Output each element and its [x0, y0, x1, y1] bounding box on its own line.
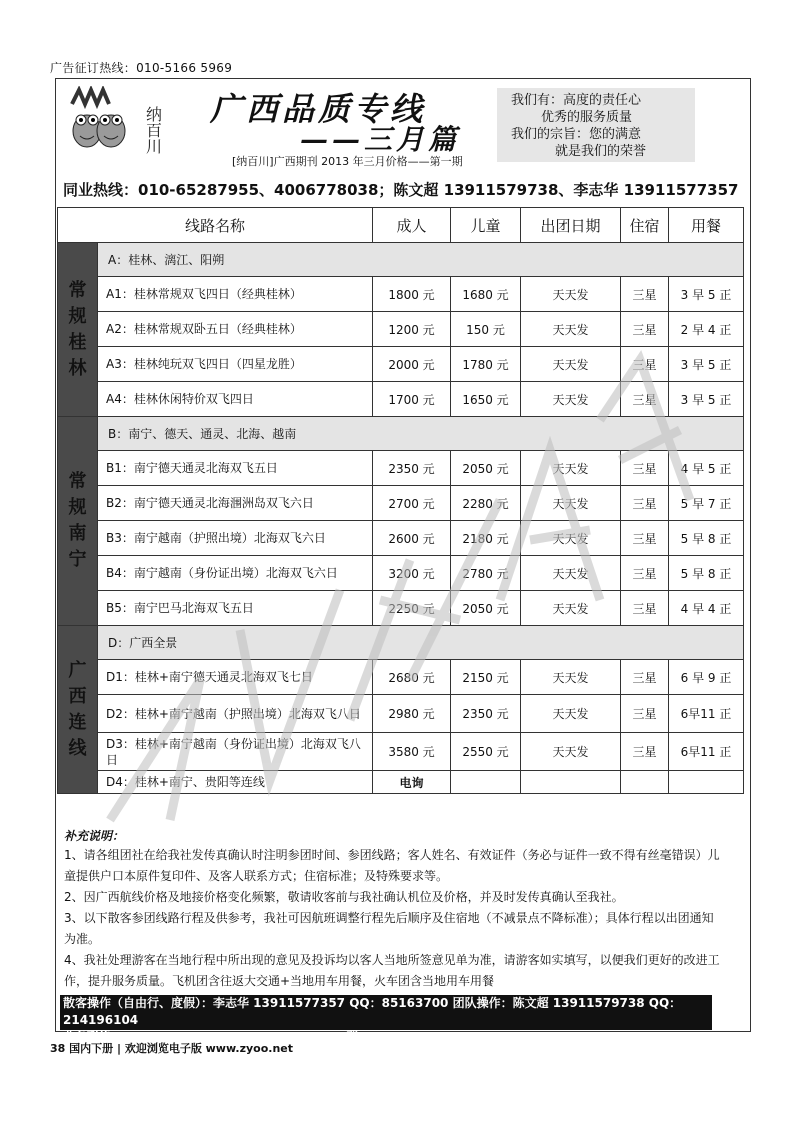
group-name: D：广西全景: [98, 626, 744, 660]
page-title: 广西品质专线: [210, 90, 427, 128]
hotel: 三星: [621, 277, 669, 312]
route-name: B5：南宁巴马北海双飞五日: [98, 591, 373, 626]
logo-image: [67, 86, 179, 156]
child-price: 2050 元: [451, 591, 521, 626]
hotel: 三星: [621, 556, 669, 591]
slogan-box: [497, 88, 695, 162]
meal: 4 早 4 正: [669, 591, 744, 626]
table-row: [58, 556, 744, 591]
table-row: [58, 312, 744, 347]
route-name: B3：南宁越南（护照出境）北海双飞六日: [98, 521, 373, 556]
hotel: 三星: [621, 660, 669, 695]
ad-hotline: 广告征订热线：010-5166 5969: [50, 61, 233, 75]
notes-title: 补充说明：: [64, 829, 125, 843]
child-price: 1650 元: [451, 382, 521, 417]
category-text: 常规南宁: [68, 471, 87, 570]
route-name: B4：南宁越南（身份证出境）北海双飞六日: [98, 556, 373, 591]
note-item: 1、请各组团社在给我社发传真确认时注明参团时间、参团线路；客人姓名、有效证件（务必与证件一致不得有丝毫错误）儿童提供户口本原件复印件、及客人联系方式；住宿标准；及特殊要求等。: [64, 848, 720, 883]
departure: 天天发: [521, 521, 621, 556]
slogan-line: 优秀的服务质量: [541, 110, 633, 125]
meal: 3 早 5 正: [669, 382, 744, 417]
table-row: [58, 277, 744, 312]
route-name: A4：桂林休闲特价双飞四日: [98, 382, 373, 417]
group-row: [58, 243, 744, 277]
meal: 5 早 7 正: [669, 486, 744, 521]
table-row: [58, 347, 744, 382]
adult-price: 2600 元: [373, 521, 451, 556]
note-item: 4、我社处理游客在当地行程中所出现的意见及投诉均以客人当地所签意见单为准，请游客如实填写，以便我们更好的改进工作，提升服务质量。飞机团含往返大交通+当地用车用餐，火车团含当地用车用餐: [64, 953, 720, 988]
meal: 6早11 正: [669, 733, 744, 771]
departure: 天天发: [521, 277, 621, 312]
adult-price: 1800 元: [373, 277, 451, 312]
hotel: 三星: [621, 521, 669, 556]
category-text: 常规桂林: [68, 279, 87, 379]
meal: 6早11 正: [669, 695, 744, 733]
meal: 3 早 5 正: [669, 277, 744, 312]
issue-info: [纳百川]广西期刊 2013 年三月价格——第一期: [232, 155, 463, 168]
slogan-line: 我们有：高度的责任心: [511, 93, 642, 108]
header-route: 线路名称: [58, 208, 373, 243]
table-row: [58, 591, 744, 626]
adult-price: 1700 元: [373, 382, 451, 417]
contact-footer: [60, 995, 712, 1044]
logo-text: 纳百川: [143, 106, 163, 154]
route-name: D3：桂林+南宁越南（身份证出境）北海双飞八日: [98, 733, 373, 771]
child-price: 1780 元: [451, 347, 521, 382]
meal: 6 早 9 正: [669, 660, 744, 695]
notes-list: [64, 845, 724, 992]
group-row: [58, 626, 744, 660]
contact-line: 业务联络：010-65287955 400-677-8038 QQ 群：65261106: [63, 1030, 438, 1044]
header-departure: 出团日期: [521, 208, 621, 243]
child-price: [451, 771, 521, 794]
table-row: [58, 382, 744, 417]
departure: [521, 771, 621, 794]
departure: 天天发: [521, 591, 621, 626]
slogan-line: 就是我们的荣誉: [555, 144, 647, 159]
hotel: 三星: [621, 451, 669, 486]
note-item: 2、因广西航线价格及地接价格变化频繁，敬请收客前与我社确认机位及价格，并及时发传真确认至我社。: [64, 890, 624, 904]
frog-mascot-icon: [72, 90, 125, 147]
child-price: 2780 元: [451, 556, 521, 591]
group-name: B：南宁、德天、通灵、北海、越南: [98, 417, 744, 451]
child-price: 2350 元: [451, 695, 521, 733]
adult-price: 3200 元: [373, 556, 451, 591]
route-name: B1：南宁德天通灵北海双飞五日: [98, 451, 373, 486]
meal: 3 早 5 正: [669, 347, 744, 382]
adult-price: 2680 元: [373, 660, 451, 695]
meal: 5 早 8 正: [669, 521, 744, 556]
child-price: 2280 元: [451, 486, 521, 521]
table-row: [58, 660, 744, 695]
group-name: A：桂林、漓江、阳朔: [98, 243, 744, 277]
hotel: [621, 771, 669, 794]
departure: 天天发: [521, 733, 621, 771]
route-name: B2：南宁德天通灵北海涠洲岛双飞六日: [98, 486, 373, 521]
slogan-line: 我们的宗旨：您的满意: [511, 127, 642, 142]
departure: 天天发: [521, 312, 621, 347]
adult-price: 3580 元: [373, 733, 451, 771]
hotel: 三星: [621, 312, 669, 347]
table-row: [58, 486, 744, 521]
header-child: 儿童: [451, 208, 521, 243]
adult-price: 2980 元: [373, 695, 451, 733]
table-row: [58, 521, 744, 556]
departure: 天天发: [521, 347, 621, 382]
adult-price: 2700 元: [373, 486, 451, 521]
category-text: 广西连线: [68, 659, 87, 759]
table-row: [58, 733, 744, 771]
departure: 天天发: [521, 382, 621, 417]
meal: 4 早 5 正: [669, 451, 744, 486]
peer-hotline: 同业热线：010-65287955、4006778038；陈文超 13911579738、李志华 13911577357: [63, 181, 739, 199]
route-name: D4：桂林+南宁、贵阳等连线: [98, 771, 373, 794]
departure: 天天发: [521, 556, 621, 591]
adult-price: 2250 元: [373, 591, 451, 626]
adult-price: 2350 元: [373, 451, 451, 486]
departure: 天天发: [521, 660, 621, 695]
hotel: 三星: [621, 347, 669, 382]
adult-price: 1200 元: [373, 312, 451, 347]
meal: [669, 771, 744, 794]
table-row: [58, 695, 744, 733]
adult-price: 电询: [373, 771, 451, 794]
hotel: 三星: [621, 733, 669, 771]
child-price: 2550 元: [451, 733, 521, 771]
hotel: 三星: [621, 591, 669, 626]
routes-table: [57, 207, 744, 794]
header-adult: 成人: [373, 208, 451, 243]
child-price: 2150 元: [451, 660, 521, 695]
child-price: 1680 元: [451, 277, 521, 312]
adult-price: 2000 元: [373, 347, 451, 382]
hotel: 三星: [621, 382, 669, 417]
category-label: [58, 243, 98, 417]
header-hotel: 住宿: [621, 208, 669, 243]
group-row: [58, 417, 744, 451]
route-name: A3：桂林纯玩双飞四日（四星龙胜）: [98, 347, 373, 382]
hotel: 三星: [621, 695, 669, 733]
meal: 5 早 8 正: [669, 556, 744, 591]
hotel: 三星: [621, 486, 669, 521]
category-label: [58, 417, 98, 626]
departure: 天天发: [521, 695, 621, 733]
route-name: D1：桂林+南宁德天通灵北海双飞七日: [98, 660, 373, 695]
meal: 2 早 4 正: [669, 312, 744, 347]
child-price: 150 元: [451, 312, 521, 347]
header-meal: 用餐: [669, 208, 744, 243]
contact-line: 散客操作（自由行、度假）：李志华 13911577357 QQ：85163700 团队操作：陈文超 13911579738 QQ：214196104: [63, 996, 682, 1027]
note-item: 3、以下散客参团线路行程及供参考，我社可因航班调整行程先后顺序及住宿地（不减景点不降标准）；具体行程以出团通知为准。: [64, 911, 714, 946]
table-row: [58, 771, 744, 794]
departure: 天天发: [521, 486, 621, 521]
table-row: [58, 451, 744, 486]
table-header-row: [58, 208, 744, 243]
page-subtitle: ——三月篇: [300, 123, 461, 156]
page-footer: 38 国内下册 | 欢迎浏览电子版 www.zyoo.net: [50, 1042, 294, 1055]
child-price: 2050 元: [451, 451, 521, 486]
route-name: A1：桂林常规双飞四日（经典桂林）: [98, 277, 373, 312]
category-label: [58, 626, 98, 794]
child-price: 2180 元: [451, 521, 521, 556]
departure: 天天发: [521, 451, 621, 486]
route-name: D2：桂林+南宁越南（护照出境）北海双飞八日: [98, 695, 373, 733]
route-name: A2：桂林常规双卧五日（经典桂林）: [98, 312, 373, 347]
